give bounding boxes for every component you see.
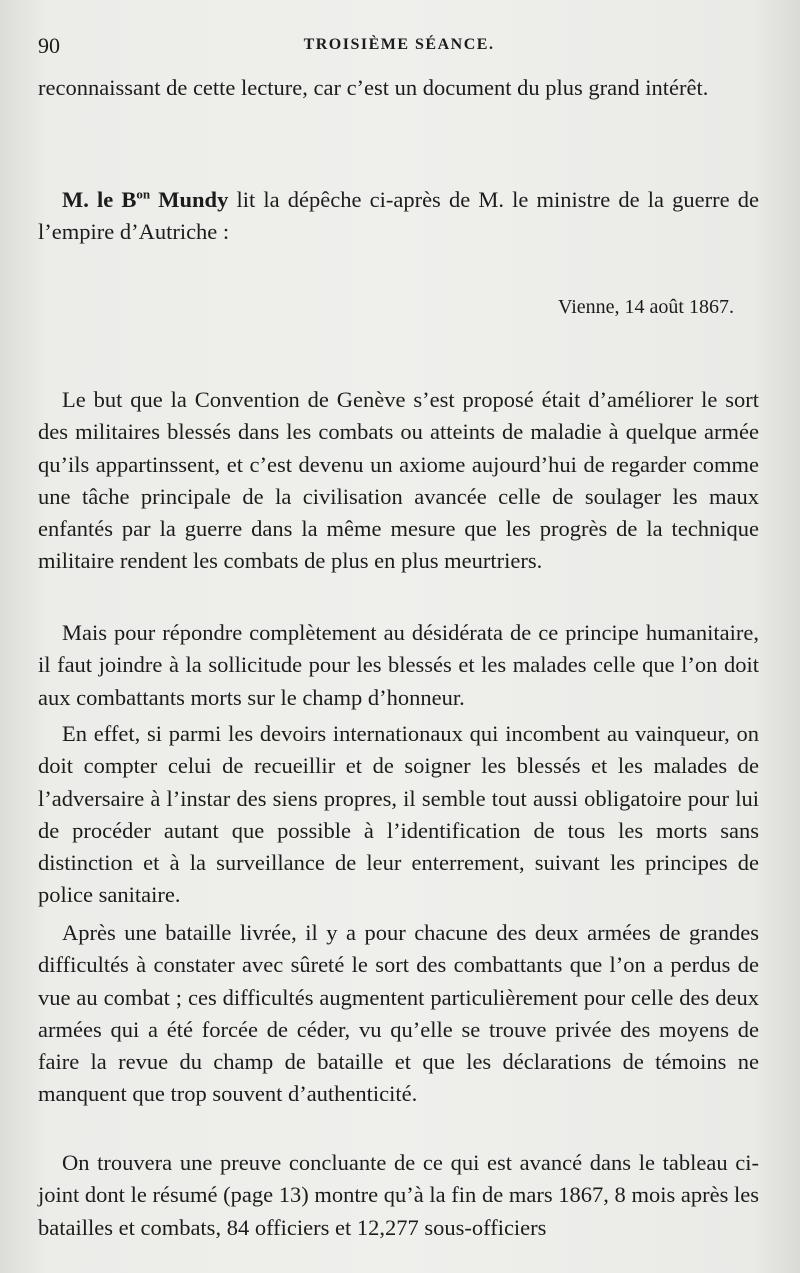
- running-title: TROISIÈME SÉANCE.: [303, 36, 495, 53]
- intro-paragraph: [38, 184, 759, 249]
- intro-text: lit la dépêche ci-après de M. le ministre de la guerre de l’empire d’Autriche :: [38, 187, 760, 245]
- speaker-name: [62, 187, 228, 212]
- body-paragraph-1: Le but que la Convention de Genève s’est proposé était d’améliorer le sort des militaires blessés dans les combats ou atteints de maladie à quelque armée qu’ils appartinssent, et c’est devenu un axiome aujourd’hui de regarder comme une tâche principale de la civilisation avancée celle de soulager les maux enfantés par la guerre dans la même mesure que les progrès de la technique militaire rendent les combats de plus en plus meurtriers.: [38, 387, 759, 574]
- body-paragraph-5: On trouvera une preuve concluante de ce qui est avancé dans le tableau ci-joint dont le résumé (page 13) montre qu’à la fin de mars 1867, 8 mois après les batailles et combats, 84 officiers et 12,277 sous-officiers: [38, 1150, 759, 1240]
- page-header: [38, 33, 760, 59]
- speaker-prefix: M. le B: [62, 187, 137, 212]
- body-paragraph-4: Après une bataille livrée, il y a pour chacune des deux armées de grandes difficultés à constater avec sûreté le sort des combattants que l’on a perdus de vue au combat ; ces difficultés augmentent particulièrement pour celle des deux armées qui a été forcée de céder, vu qu’elle se trouve privée des moyens de faire la revue du champ de bataille et que les déclarations de témoins ne manquent que trop souvent d’authenticité.: [38, 920, 759, 1107]
- opening-paragraph: reconnaissant de cette lecture, car c’est un document du plus grand intérêt.: [38, 75, 709, 100]
- body-paragraph-2: Mais pour répondre complètement au désidérata de ce principe humanitaire, il faut joindre à la sollicitude pour les blessés et les malades celle que l’on doit aux combattants morts sur le champ d’honneur.: [38, 620, 759, 710]
- speaker-title-abbrev: on: [136, 186, 151, 202]
- letter-dateline: Vienne, 14 août 1867.: [558, 296, 734, 318]
- body-paragraph-3: En effet, si parmi les devoirs internationaux qui incombent au vainqueur, on doit compter celui de recueillir et de soigner les blessés et les malades de l’adversaire à l’instar des siens propres, il semble tout aussi obligatoire pour lui de procéder autant que possible à l’identification de tous les morts sans distinction et à la surveillance de leur enterrement, suivant les principes de police sanitaire.: [38, 721, 759, 908]
- speaker-surname: Mundy: [150, 187, 229, 212]
- page-number: 90: [38, 33, 60, 58]
